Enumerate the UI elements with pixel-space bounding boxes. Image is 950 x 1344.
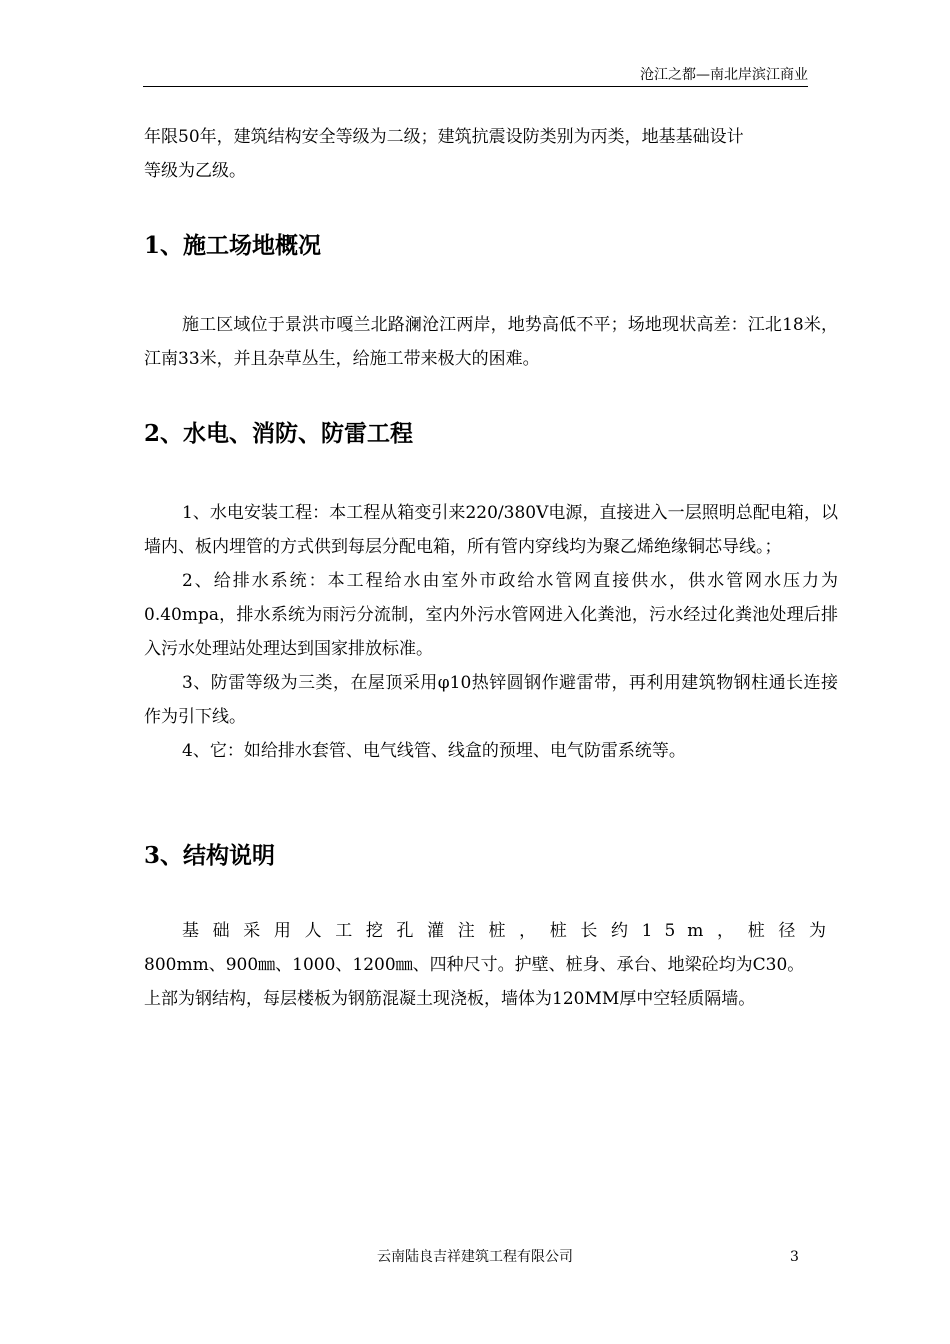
page-number: 3: [790, 1249, 799, 1265]
page-header-title: 沧江之都—南北岸滨江商业: [640, 67, 808, 83]
page-body: [144, 120, 838, 1016]
section-1-paragraph: 施工区域位于景洪市嘎兰北路澜沧江两岸，地势高低不平；场地现状高差：江北18米，江南33米，并且杂草丛生，给施工带来极大的困难。: [144, 315, 838, 369]
page-footer-company: 云南陆良吉祥建筑工程有限公司: [377, 1249, 573, 1265]
section-3-heading: 3、结构说明: [144, 842, 276, 869]
section-3-line-2: 800mm、900㎜、1000、1200㎜、四种尺寸。护壁、桩身、承台、地梁砼均为C30。: [144, 955, 805, 975]
intro-line-1: 年限50年，建筑结构安全等级为二级；建筑抗震设防类别为丙类，地基基础设计: [144, 127, 744, 147]
section-2-item-4: 4、它：如给排水套管、电气线管、线盒的预埋、电气防雷系统等。: [182, 741, 686, 761]
section-1-heading: 1、施工场地概况: [144, 232, 322, 259]
intro-line-2: 等级为乙级。: [144, 161, 246, 181]
section-2-item-2: 2、给排水系统：本工程给水由室外市政给水管网直接供水，供水管网水压力为0.40mpa，排水系统为雨污分流制，室内外污水管网进入化粪池，污水经过化粪池处理后排入污水处理站处理达到国家排放标准。: [144, 571, 838, 659]
section-3-line-3: 上部为钢结构，每层楼板为钢筋混凝土现浇板，墙体为120MM厚中空轻质隔墙。: [144, 989, 756, 1009]
section-2-item-1: 1、水电安装工程：本工程从箱变引来220/380V电源，直接进入一层照明总配电箱，以墙内、板内埋管的方式供到每层分配电箱，所有管内穿线均为聚乙烯绝缘铜芯导线。；: [144, 503, 838, 557]
section-2-heading: 2、水电、消防、防雷工程: [144, 420, 414, 447]
header-divider: [143, 86, 808, 87]
section-3-line-1: 基础采用人工挖孔灌注桩，桩长约15m，桩径为: [182, 921, 838, 941]
section-2-item-3: 3、防雷等级为三类，在屋顶采用φ10热锌圆钢作避雷带，再利用建筑物钢柱通长连接作为引下线。: [144, 673, 838, 727]
